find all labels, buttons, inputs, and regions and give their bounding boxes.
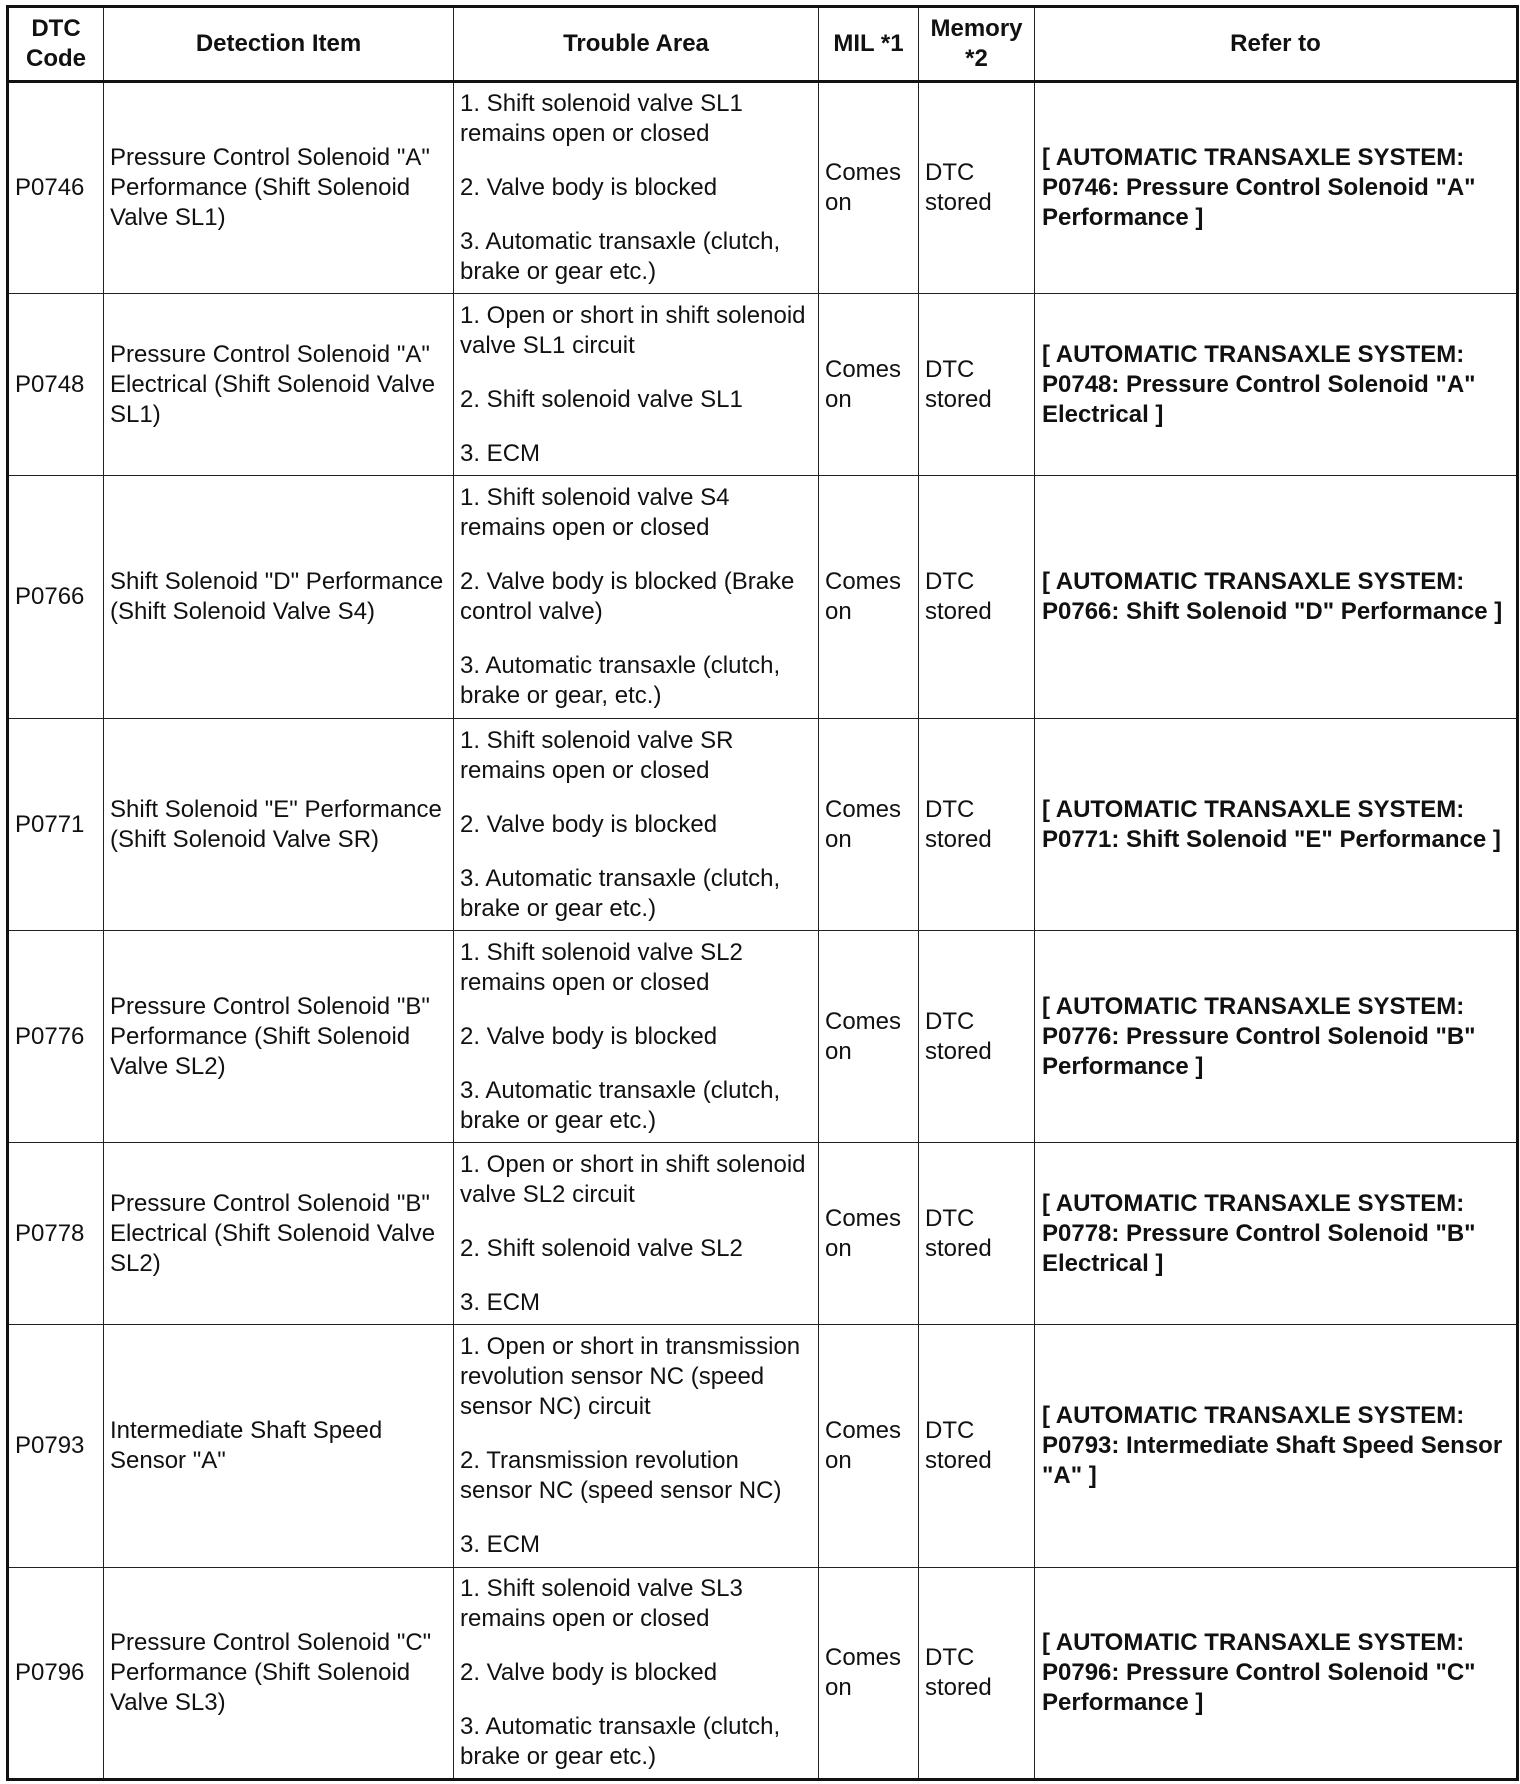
detection-item-cell: Pressure Control Solenoid "B" Performance (Shift Solenoid Valve SL2): [104, 931, 454, 1143]
dtc-code-cell: P0793: [8, 1325, 104, 1568]
mil-cell: Comes on: [819, 719, 919, 931]
trouble-item: 1. Open or short in shift solenoid valve SL1 circuit: [460, 301, 806, 359]
dtc-code-cell: P0771: [8, 719, 104, 931]
detection-item-cell: Pressure Control Solenoid "C" Performance (Shift Solenoid Valve SL3): [104, 1568, 454, 1780]
detection-item-cell: Pressure Control Solenoid "A" Performance (Shift Solenoid Valve SL1): [104, 82, 454, 294]
header-mil: MIL *1: [819, 7, 919, 82]
trouble-area-cell: [454, 1143, 819, 1325]
trouble-item: 3. Automatic transaxle (clutch, brake or gear etc.): [460, 864, 781, 922]
refer-to-cell: [ AUTOMATIC TRANSAXLE SYSTEM: P0778: Pressure Control Solenoid "B" Electrical ]: [1035, 1143, 1518, 1325]
detection-item-cell: Intermediate Shaft Speed Sensor "A": [104, 1325, 454, 1568]
refer-to-cell: [ AUTOMATIC TRANSAXLE SYSTEM: P0793: Intermediate Shaft Speed Sensor "A" ]: [1035, 1325, 1518, 1568]
mil-cell: Comes on: [819, 82, 919, 294]
trouble-area-cell: [454, 931, 819, 1143]
table-row: [8, 931, 1518, 1143]
table-header-row: [8, 7, 1518, 82]
mil-cell: Comes on: [819, 931, 919, 1143]
table-row: [8, 294, 1518, 476]
memory-cell: DTC stored: [919, 294, 1035, 476]
dtc-table: [6, 5, 1519, 1781]
refer-to-cell: [ AUTOMATIC TRANSAXLE SYSTEM: P0766: Shift Solenoid "D" Performance ]: [1035, 476, 1518, 719]
trouble-item: 3. Automatic transaxle (clutch, brake or gear etc.): [460, 1076, 781, 1134]
memory-cell: DTC stored: [919, 1143, 1035, 1325]
dtc-code-cell: P0796: [8, 1568, 104, 1780]
detection-item-cell: Shift Solenoid "D" Performance (Shift Solenoid Valve S4): [104, 476, 454, 719]
refer-to-cell: [ AUTOMATIC TRANSAXLE SYSTEM: P0776: Pressure Control Solenoid "B" Performance ]: [1035, 931, 1518, 1143]
mil-cell: Comes on: [819, 1568, 919, 1780]
trouble-item: 2. Valve body is blocked: [460, 810, 718, 838]
trouble-item: 1. Open or short in transmission revolution sensor NC (speed sensor NC) circuit: [460, 1333, 801, 1420]
trouble-item: 2. Valve body is blocked: [460, 1659, 718, 1686]
dtc-code-cell: P0746: [8, 82, 104, 294]
trouble-item: 3. ECM: [460, 439, 541, 467]
header-detection-item: Detection Item: [104, 7, 454, 82]
trouble-item: 2. Valve body is blocked: [460, 1022, 718, 1050]
table-body: [8, 82, 1518, 1780]
table-row: [8, 82, 1518, 294]
table-row: [8, 719, 1518, 931]
trouble-item: 2. Transmission revolution sensor NC (speed sensor NC): [460, 1447, 782, 1504]
trouble-item: 2. Valve body is blocked (Brake control valve): [460, 568, 795, 625]
header-dtc-code: DTC Code: [8, 7, 104, 82]
trouble-item: 2. Valve body is blocked: [460, 174, 718, 201]
trouble-item: 1. Open or short in shift solenoid valve SL2 circuit: [460, 1150, 806, 1208]
memory-cell: DTC stored: [919, 1325, 1035, 1568]
trouble-item: 3. Automatic transaxle (clutch, brake or gear etc.): [460, 1713, 781, 1770]
trouble-item: 1. Shift solenoid valve S4 remains open or closed: [460, 484, 730, 541]
trouble-item: 1. Shift solenoid valve SR remains open or closed: [460, 726, 734, 784]
header-trouble-area: Trouble Area: [454, 7, 819, 82]
refer-to-cell: [ AUTOMATIC TRANSAXLE SYSTEM: P0796: Pressure Control Solenoid "C" Performance ]: [1035, 1568, 1518, 1780]
trouble-area-cell: [454, 294, 819, 476]
table-row: [8, 476, 1518, 719]
memory-cell: DTC stored: [919, 931, 1035, 1143]
detection-item-cell: Pressure Control Solenoid "A" Electrical (Shift Solenoid Valve SL1): [104, 294, 454, 476]
memory-cell: DTC stored: [919, 1568, 1035, 1780]
trouble-item: 2. Shift solenoid valve SL2: [460, 1234, 743, 1262]
detection-item-cell: Shift Solenoid "E" Performance (Shift Solenoid Valve SR): [104, 719, 454, 931]
table-row: [8, 1568, 1518, 1780]
dtc-code-cell: P0776: [8, 931, 104, 1143]
header-refer-to: Refer to: [1035, 7, 1518, 82]
table-row: [8, 1143, 1518, 1325]
dtc-code-cell: P0766: [8, 476, 104, 719]
memory-cell: DTC stored: [919, 82, 1035, 294]
table-row: [8, 1325, 1518, 1568]
refer-to-cell: [ AUTOMATIC TRANSAXLE SYSTEM: P0771: Shift Solenoid "E" Performance ]: [1035, 719, 1518, 931]
trouble-area-cell: [454, 476, 819, 719]
trouble-item: 1. Shift solenoid valve SL1 remains open or closed: [460, 90, 743, 147]
trouble-area-cell: [454, 82, 819, 294]
header-memory: Memory *2: [919, 7, 1035, 82]
detection-item-cell: Pressure Control Solenoid "B" Electrical (Shift Solenoid Valve SL2): [104, 1143, 454, 1325]
trouble-item: 2. Shift solenoid valve SL1: [460, 385, 743, 413]
refer-to-cell: [ AUTOMATIC TRANSAXLE SYSTEM: P0748: Pressure Control Solenoid "A" Electrical ]: [1035, 294, 1518, 476]
trouble-item: 3. Automatic transaxle (clutch, brake or gear etc.): [460, 228, 781, 285]
mil-cell: Comes on: [819, 1325, 919, 1568]
trouble-item: 3. ECM: [460, 1531, 541, 1558]
trouble-item: 1. Shift solenoid valve SL2 remains open or closed: [460, 938, 743, 996]
trouble-item: 3. Automatic transaxle (clutch, brake or gear, etc.): [460, 652, 781, 709]
trouble-item: 3. ECM: [460, 1288, 541, 1316]
dtc-code-cell: P0778: [8, 1143, 104, 1325]
mil-cell: Comes on: [819, 1143, 919, 1325]
trouble-area-cell: [454, 1568, 819, 1780]
trouble-item: 1. Shift solenoid valve SL3 remains open or closed: [460, 1575, 743, 1632]
trouble-area-cell: [454, 1325, 819, 1568]
memory-cell: DTC stored: [919, 719, 1035, 931]
mil-cell: Comes on: [819, 294, 919, 476]
memory-cell: DTC stored: [919, 476, 1035, 719]
mil-cell: Comes on: [819, 476, 919, 719]
refer-to-cell: [ AUTOMATIC TRANSAXLE SYSTEM: P0746: Pressure Control Solenoid "A" Performance ]: [1035, 82, 1518, 294]
dtc-code-cell: P0748: [8, 294, 104, 476]
trouble-area-cell: [454, 719, 819, 931]
